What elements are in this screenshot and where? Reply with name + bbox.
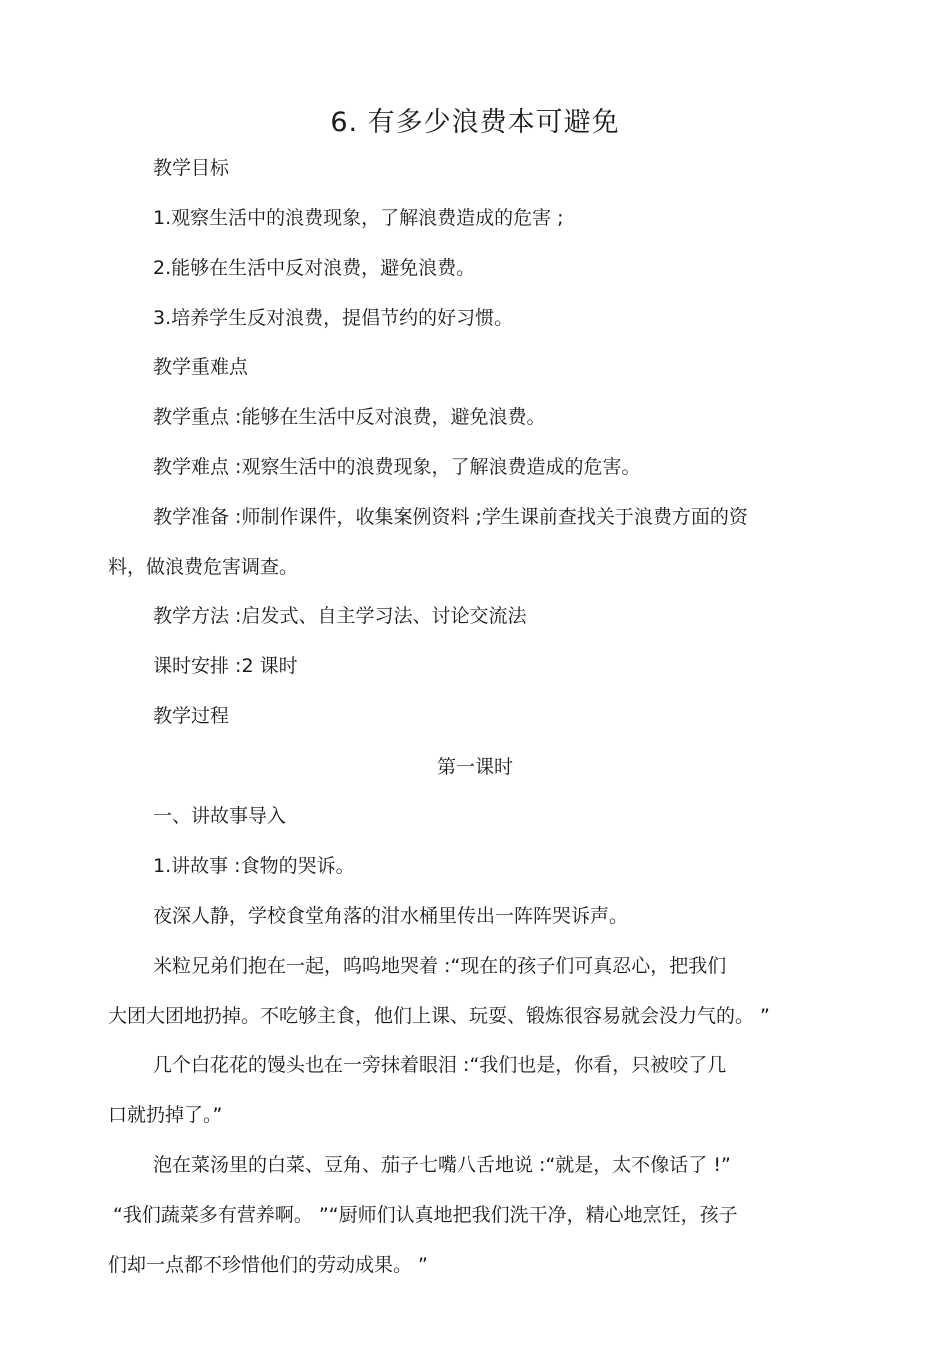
story-paragraph: 夜深人静，学校食堂角落的泔水桶里传出一阵阵哭诉声。 — [153, 905, 629, 927]
story-paragraph-cont: “我们蔬菜多有营养啊。 ”“厨师们认真地把我们洗干净，精心地烹饪，孩子 — [113, 1204, 738, 1226]
class-hours: 课时安排 :2 课时 — [153, 655, 298, 677]
story-paragraph-cont: 口就扔掉了。” — [108, 1104, 223, 1126]
story-paragraph: 泡在菜汤里的白菜、豆角、茄子七嘴八舌地说 :“就是，太不像话了 !” — [153, 1154, 731, 1176]
goal-2: 2.能够在生活中反对浪费，避免浪费。 — [153, 257, 476, 279]
section-first-lesson: 第一课时 — [436, 756, 513, 778]
heading-story-intro: 一、讲故事导入 — [153, 805, 287, 827]
story-item-1: 1.讲故事 :食物的哭诉。 — [153, 855, 355, 877]
page-title: 6. 有多少浪费本可避免 — [330, 107, 620, 138]
goal-3: 3.培养学生反对浪费，提倡节约的好习惯。 — [153, 307, 514, 329]
difficult-point: 教学难点 :观察生活中的浪费现象，了解浪费造成的危害。 — [153, 456, 641, 478]
heading-key-difficult-points: 教学重难点 — [153, 356, 249, 378]
story-paragraph-cont: 们却一点都不珍惜他们的劳动成果。 ” — [108, 1254, 428, 1276]
heading-teaching-goals: 教学目标 — [153, 157, 230, 179]
key-point: 教学重点 :能够在生活中反对浪费，避免浪费。 — [153, 406, 546, 428]
story-paragraph-cont: 大团大团地扔掉。不吃够主食，他们上课、玩耍、锻炼很容易就会没力气的。 ” — [108, 1005, 770, 1027]
story-paragraph: 几个白花花的馒头也在一旁抹着眼泪 :“我们也是，你看，只被咬了几 — [153, 1054, 727, 1076]
story-paragraph: 米粒兄弟们抱在一起，呜呜地哭着 :“现在的孩子们可真忍心，把我们 — [153, 955, 727, 977]
teaching-method: 教学方法 :启发式、自主学习法、讨论交流法 — [153, 605, 527, 627]
goal-1: 1.观察生活中的浪费现象，了解浪费造成的危害 ; — [153, 207, 564, 229]
teaching-preparation-cont: 料，做浪费危害调查。 — [108, 556, 299, 578]
teaching-preparation: 教学准备 :师制作课件，收集案例资料 ;学生课前查找关于浪费方面的资 — [153, 506, 748, 528]
heading-teaching-process: 教学过程 — [153, 705, 230, 727]
